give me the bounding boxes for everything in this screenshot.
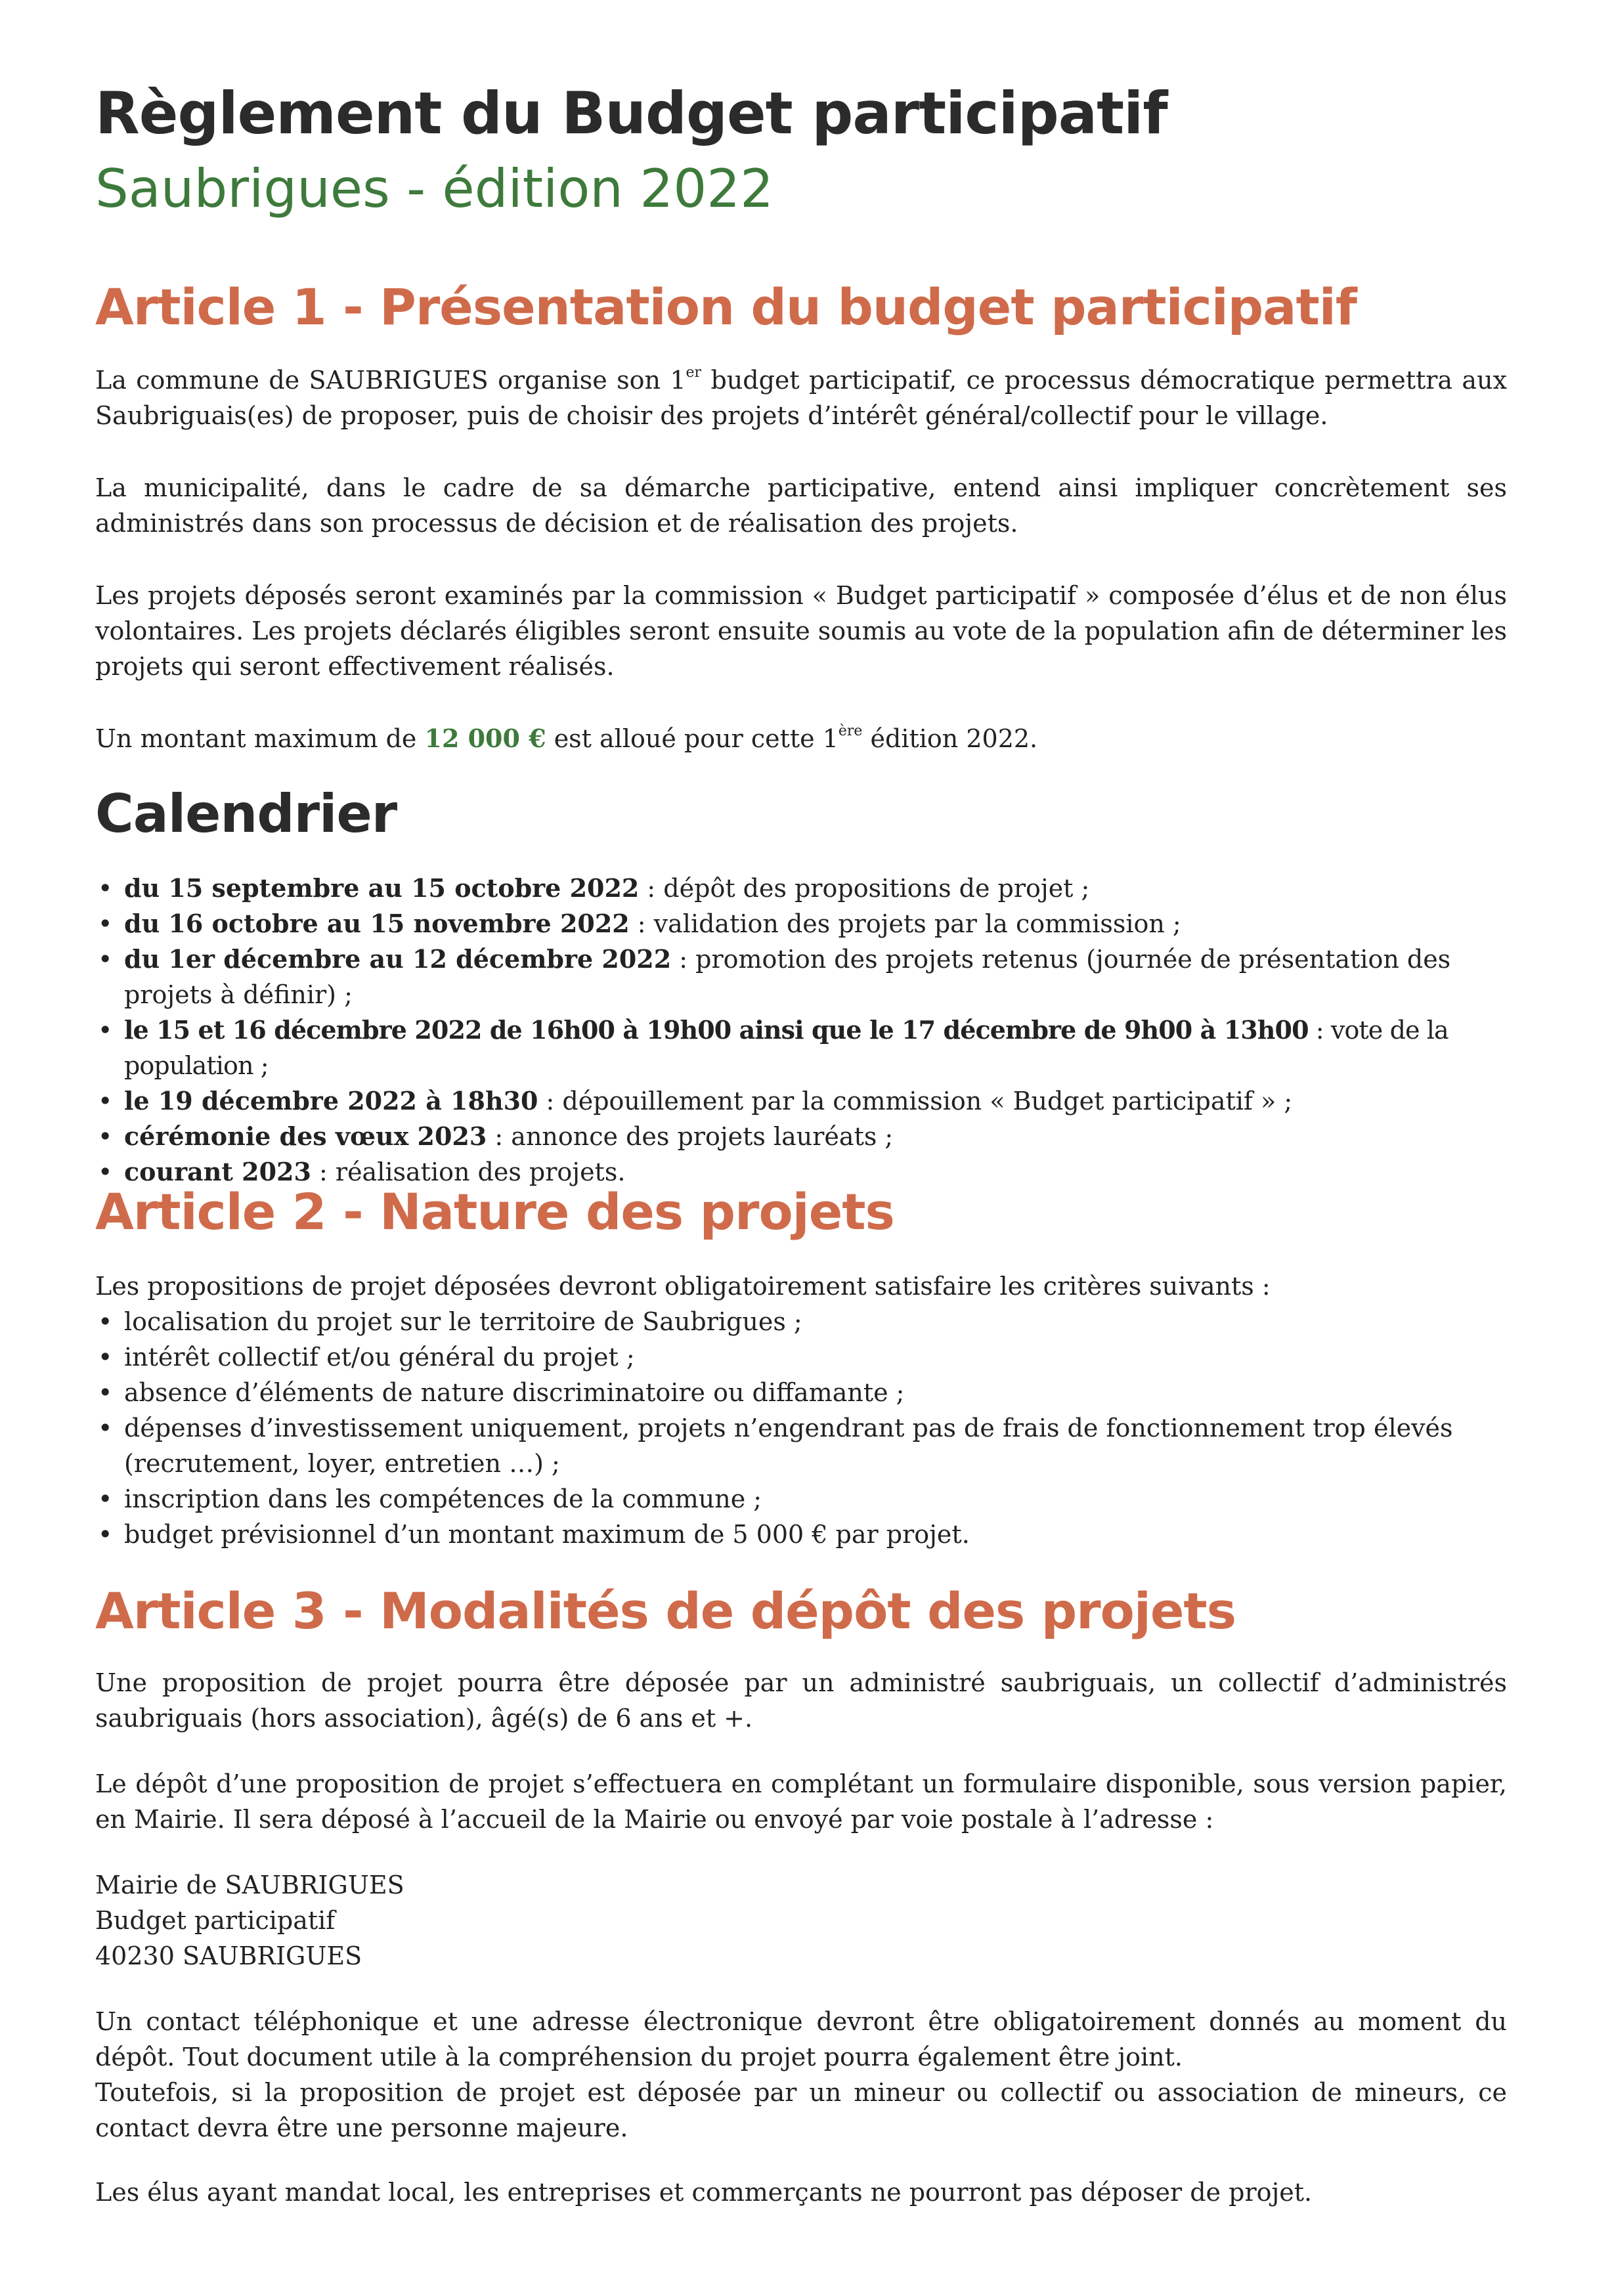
text: : vote de la population ;	[124, 1016, 1449, 1080]
article-3-paragraph-5	[95, 2175, 1507, 2210]
article-2-criteria	[95, 1268, 1507, 1552]
superscript: ère	[838, 723, 863, 739]
text: du 1er décembre au 12 décembre 2022	[124, 944, 672, 974]
text: du 16 octobre au 15 novembre 2022	[124, 909, 630, 938]
article-1-heading: Article 1 - Présentation du budget participatif	[95, 278, 1357, 336]
text: Un montant maximum de	[95, 724, 425, 753]
text: budget participatif, ce processus démocratique permettra aux Saubriguais(es) de proposer, puis de choisir des projets d’intérêt général/collectif pour le village.	[95, 366, 1507, 430]
document-subtitle: Saubrigues - édition 2022	[95, 158, 774, 219]
text: est alloué pour cette 1	[546, 724, 839, 753]
list-item: • intérêt collectif et/ou général du projet ;	[95, 1339, 1507, 1375]
text: : promotion des projets retenus (journée de présentation des projets à définir) ;	[124, 945, 1451, 1009]
list-item	[95, 942, 1507, 1012]
text: : annonce des projets lauréats ;	[487, 1122, 894, 1151]
text: Les projets déposés seront examinés par la commission « Budget participatif » composée d’élus et de non élus volontaires. Les projets déclarés éligibles seront ensuite soumis au vote de la population afin de déterminer les projets qui seront effectivement réalisés.	[95, 581, 1507, 681]
text: cérémonie des vœux 2023	[124, 1121, 487, 1151]
calendar-list	[95, 871, 1507, 1190]
text: courant 2023	[124, 1157, 311, 1186]
text: Les élus ayant mandat local, les entreprises et commerçants ne pourront pas déposer de projet.	[95, 2178, 1313, 2207]
list-item	[95, 871, 1507, 906]
text: du 15 septembre au 15 octobre 2022	[124, 873, 640, 903]
budget-amount: 12 000 €	[424, 724, 546, 753]
text: Les propositions de projet déposées devront obligatoirement satisfaire les critères suivants :	[95, 1272, 1271, 1301]
list-item: • absence d’éléments de nature discriminatoire ou diffamante ;	[95, 1375, 1507, 1410]
list-item	[95, 906, 1507, 942]
text: : validation des projets par la commission ;	[629, 909, 1181, 938]
text: Un contact téléphonique et une adresse électronique devront être obligatoirement donnés au moment du dépôt. Tout document utile à la compréhension du projet pourra également être joint.	[95, 2007, 1507, 2071]
text: Une proposition de projet pourra être déposée par un administré saubriguais, un collectif d’administrés saubriguais (hors association), âgé(s) de 6 ans et +.	[95, 1668, 1507, 1733]
text: édition 2022.	[862, 724, 1038, 753]
address-line: Mairie de SAUBRIGUES	[95, 1871, 404, 1899]
article-1-paragraph-2	[95, 470, 1507, 541]
text: le 15 et 16 décembre 2022 de 16h00 à 19h00 ainsi que le 17 décembre de 9h00 à 13h00	[124, 1015, 1309, 1045]
list-item: • localisation du projet sur le territoire de Saubrigues ;	[95, 1304, 1507, 1339]
list-item	[95, 1083, 1507, 1119]
article-1-paragraph-1	[95, 362, 1507, 433]
superscript: er	[686, 364, 702, 381]
article-2-heading: Article 2 - Nature des projets	[95, 1182, 894, 1241]
text: : dépouillement par la commission « Budget participatif » ;	[538, 1087, 1293, 1116]
text: La commune de SAUBRIGUES organise son 1	[95, 366, 686, 395]
postal-address	[95, 1867, 1507, 1974]
text: La municipalité, dans le cadre de sa démarche participative, entend ainsi impliquer concrètement ses administrés dans son processus de décision et de réalisation des projets.	[95, 473, 1507, 538]
address-line: 40230 SAUBRIGUES	[95, 1941, 362, 1970]
text: Toutefois, si la proposition de projet est déposée par un mineur ou collectif ou association de mineurs, ce contact devra être une personne majeure.	[95, 2078, 1507, 2142]
text: : réalisation des projets.	[311, 1158, 626, 1186]
article-3-paragraph-1	[95, 1665, 1507, 1736]
article-3-heading: Article 3 - Modalités de dépôt des projets	[95, 1582, 1236, 1640]
list-item: • dépenses d’investissement uniquement, projets n’engendrant pas de frais de fonctionnement trop élevés (recrutement, loyer, entretien …) ;	[95, 1410, 1507, 1481]
address-line: Budget participatif	[95, 1906, 336, 1935]
article-3-paragraph-3	[95, 2004, 1507, 2146]
text: Le dépôt d’une proposition de projet s’effectuera en complétant un formulaire disponible, sous version papier, en Mairie. Il sera déposé à l’accueil de la Mairie ou envoyé par voie postale à l’adresse :	[95, 1769, 1507, 1834]
article-1-paragraph-3	[95, 578, 1507, 684]
list-item: • budget prévisionnel d’un montant maximum de 5 000 € par projet.	[95, 1517, 1507, 1552]
calendar-heading: Calendrier	[95, 783, 397, 844]
article-3-paragraph-2	[95, 1766, 1507, 1837]
list-item	[95, 1012, 1507, 1083]
text: : dépôt des propositions de projet ;	[639, 874, 1090, 903]
list-item	[95, 1119, 1507, 1154]
list-item: • inscription dans les compétences de la commune ;	[95, 1481, 1507, 1517]
text: le 19 décembre 2022 à 18h30	[124, 1086, 538, 1116]
document-title: Règlement du Budget participatif	[95, 79, 1167, 147]
article-1-paragraph-4	[95, 721, 1507, 756]
